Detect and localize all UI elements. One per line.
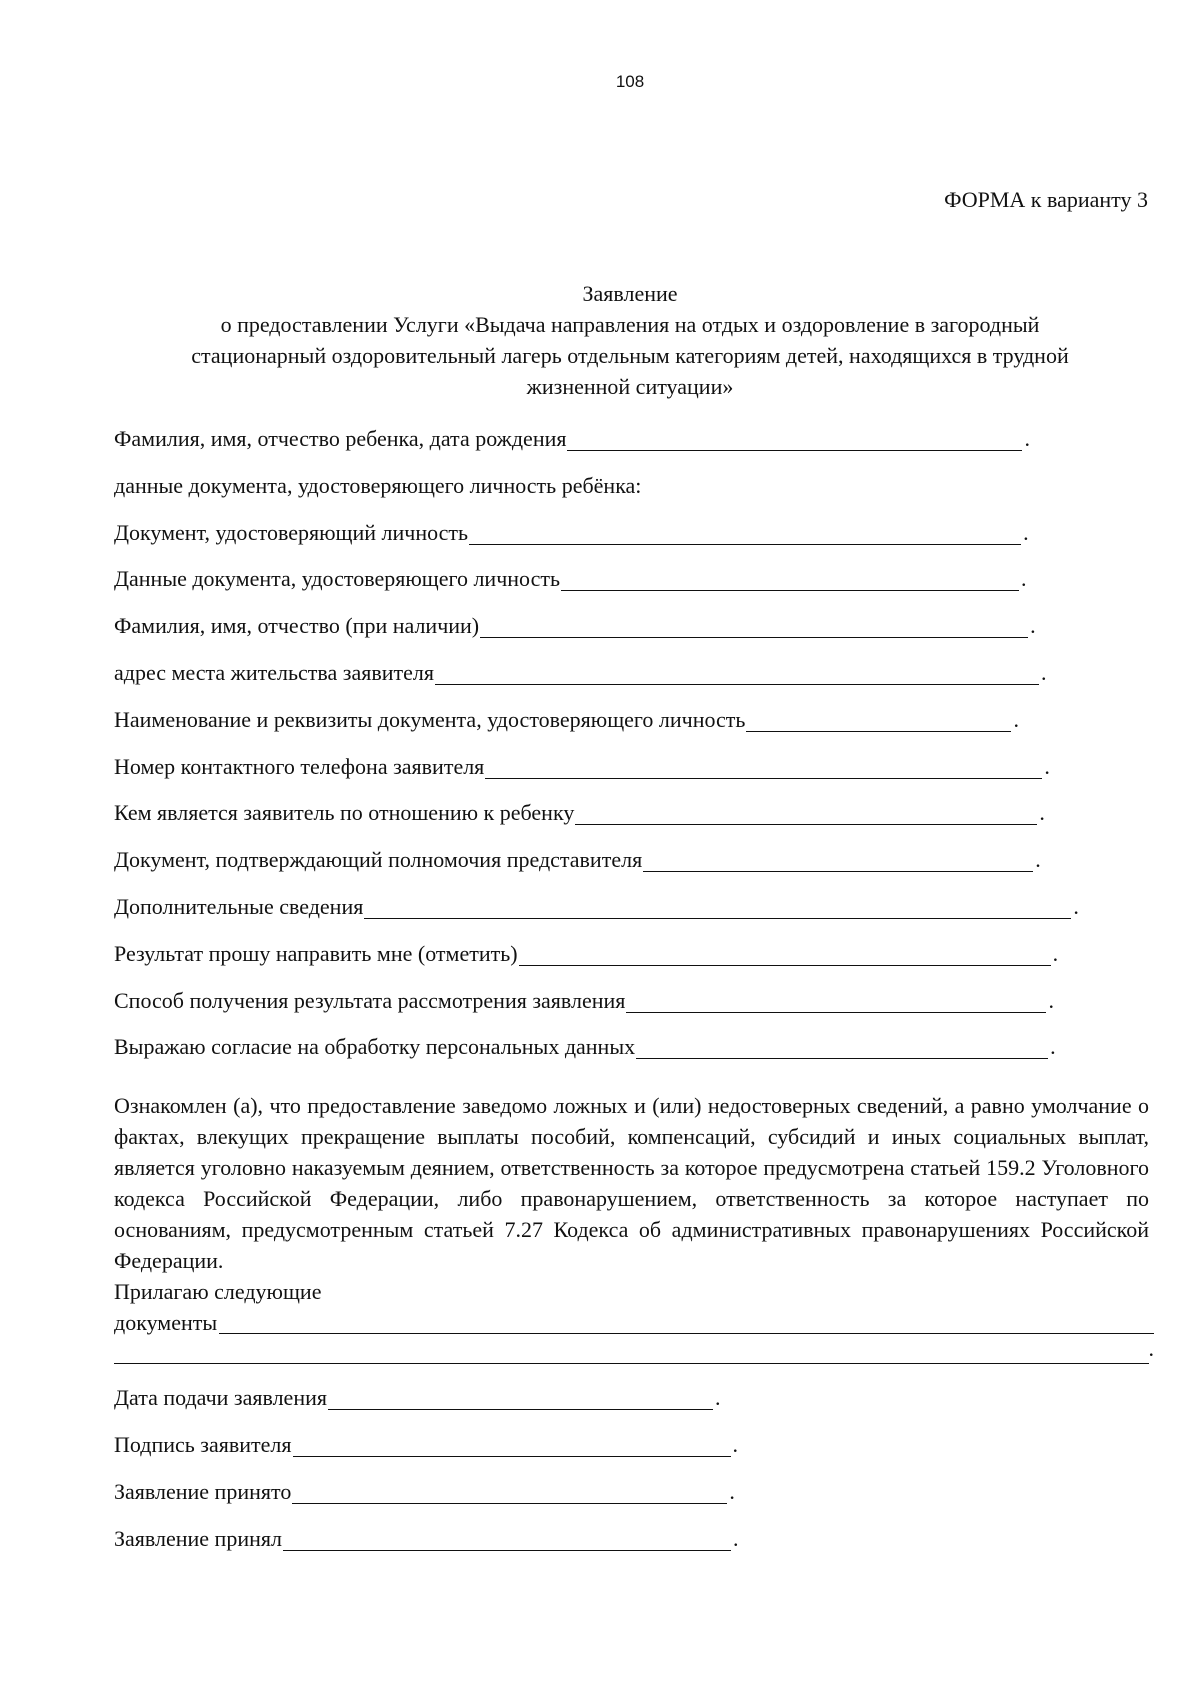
attach-label-line-1: Прилагаю следующие (114, 1279, 322, 1304)
title-line-4: жизненной ситуации» (526, 374, 734, 399)
field-end: . (1013, 706, 1019, 732)
field-end: . (1035, 847, 1041, 873)
title-line-2: о предоставлении Услуги «Выдача направления на отдых и оздоровление в загородный (220, 312, 1040, 337)
field-identity-document-details (114, 707, 1124, 754)
field-end: . (1030, 613, 1036, 639)
page-number: 108 (615, 72, 645, 91)
field-label: Фамилия, имя, отчество ребенка, дата рождения (114, 426, 567, 451)
field-label: Выражаю согласие на обработку персональных данных (114, 1034, 636, 1060)
application-fields (114, 426, 1124, 1081)
liability-notice: Ознакомлен (а), что предоставление заведомо ложных и (или) недостоверных сведений, а равно умолчание о фактах, влекущих прекращение выплаты пособий, компенсаций, субсидий и иных социальных выплат, является уголовно наказуемым деянием, ответственность за которое предусмотрена статьей 159.2 Уголовного кодекса Российской Федерации, либо правонарушением, ответственность за которое наступает по основаниям, предусмотренным статьей 7.27 Кодекса об административных правонарушениях Российской Федерации. (114, 1093, 1149, 1273)
field-label: Способ получения результата рассмотрения заявления (114, 987, 626, 1013)
title-line-1: Заявление (582, 281, 678, 306)
field-end: . (1044, 753, 1050, 779)
blank-line[interactable] (219, 1307, 1154, 1334)
field-result-method (114, 988, 1124, 1035)
field-applicant-signature (114, 1432, 914, 1479)
field-additional-info (114, 894, 1124, 941)
attach-label-line-2: документы (114, 1310, 218, 1335)
field-accepted-by (114, 1526, 914, 1573)
field-label: Результат прошу направить мне (отметить) (114, 940, 518, 966)
field-label: Документ, подтверждающий полномочия представителя (114, 847, 643, 873)
document-title (120, 278, 1140, 402)
attach-row (114, 1307, 1154, 1338)
blank-line[interactable] (626, 988, 1046, 1013)
field-label: Заявление принято (114, 1479, 292, 1504)
field-identity-document-data (114, 566, 1124, 613)
title-line-3: стационарный оздоровительный лагерь отдельным категориям детей, находящихся в трудной (191, 343, 1069, 368)
signature-block (114, 1385, 914, 1573)
blank-line[interactable] (636, 1034, 1048, 1059)
field-label: Данные документа, удостоверяющего личность (114, 566, 561, 592)
field-label: Документ, удостоверяющий личность (114, 519, 469, 545)
blank-line[interactable] (575, 800, 1037, 825)
blank-line[interactable] (519, 941, 1051, 966)
field-label: Фамилия, имя, отчество (при наличии) (114, 613, 480, 639)
field-full-name (114, 613, 1124, 660)
field-end: . (1021, 566, 1027, 592)
blank-line[interactable] (328, 1385, 713, 1410)
field-end: . (729, 1479, 735, 1504)
field-label: Кем является заявитель по отношению к ребенку (114, 800, 575, 826)
attach-row-2 (114, 1338, 1154, 1364)
blank-line[interactable] (293, 1432, 731, 1457)
blank-line[interactable] (561, 566, 1019, 591)
field-result-delivery (114, 941, 1124, 988)
field-representative-authority (114, 847, 1124, 894)
blank-line[interactable] (283, 1526, 731, 1551)
field-identity-document (114, 520, 1124, 567)
field-applicant-relation (114, 800, 1124, 847)
field-personal-data-consent (114, 1034, 1124, 1081)
field-end: . (1024, 426, 1030, 451)
blank-line[interactable] (643, 847, 1033, 872)
attach-end: . (1148, 1336, 1154, 1361)
field-end: . (715, 1385, 721, 1410)
field-end: . (1050, 1034, 1056, 1060)
field-end: . (732, 1526, 739, 1551)
field-applicant-phone (114, 754, 1124, 801)
blank-line[interactable] (746, 707, 1011, 732)
blank-line[interactable] (485, 754, 1042, 779)
blank-line[interactable] (292, 1479, 727, 1504)
blank-line[interactable] (114, 1338, 1149, 1364)
blank-line[interactable] (469, 520, 1021, 545)
field-label: Заявление принял (114, 1526, 282, 1551)
field-label: Номер контактного телефона заявителя (114, 753, 485, 779)
form-label: ФОРМА к варианту 3 (944, 187, 1148, 212)
blank-line[interactable] (364, 894, 1071, 919)
field-end: . (732, 1432, 739, 1457)
field-end: . (1023, 519, 1029, 545)
blank-line[interactable] (435, 660, 1039, 685)
field-end: . (1073, 893, 1079, 919)
blank-line[interactable] (567, 426, 1022, 451)
field-label: Дополнительные сведения (114, 893, 364, 919)
field-submission-date (114, 1385, 914, 1432)
field-end: . (1052, 940, 1059, 966)
field-label: Дата подачи заявления (114, 1385, 327, 1410)
field-label: Наименование и реквизиты документа, удостоверяющего личность (114, 706, 746, 732)
field-label: адрес места жительства заявителя (114, 659, 434, 685)
attached-documents (114, 1276, 1154, 1364)
field-end: . (1041, 659, 1047, 685)
field-end: . (1048, 987, 1054, 1013)
field-label: данные документа, удостоверяющего личность ребёнка: (114, 472, 642, 498)
field-accepted (114, 1479, 914, 1526)
field-end: . (1039, 800, 1045, 826)
blank-line[interactable] (480, 613, 1028, 638)
field-label: Подпись заявителя (114, 1432, 292, 1457)
field-child-name-birthdate (114, 426, 1124, 473)
field-child-document-header (114, 473, 1124, 520)
field-applicant-address (114, 660, 1124, 707)
